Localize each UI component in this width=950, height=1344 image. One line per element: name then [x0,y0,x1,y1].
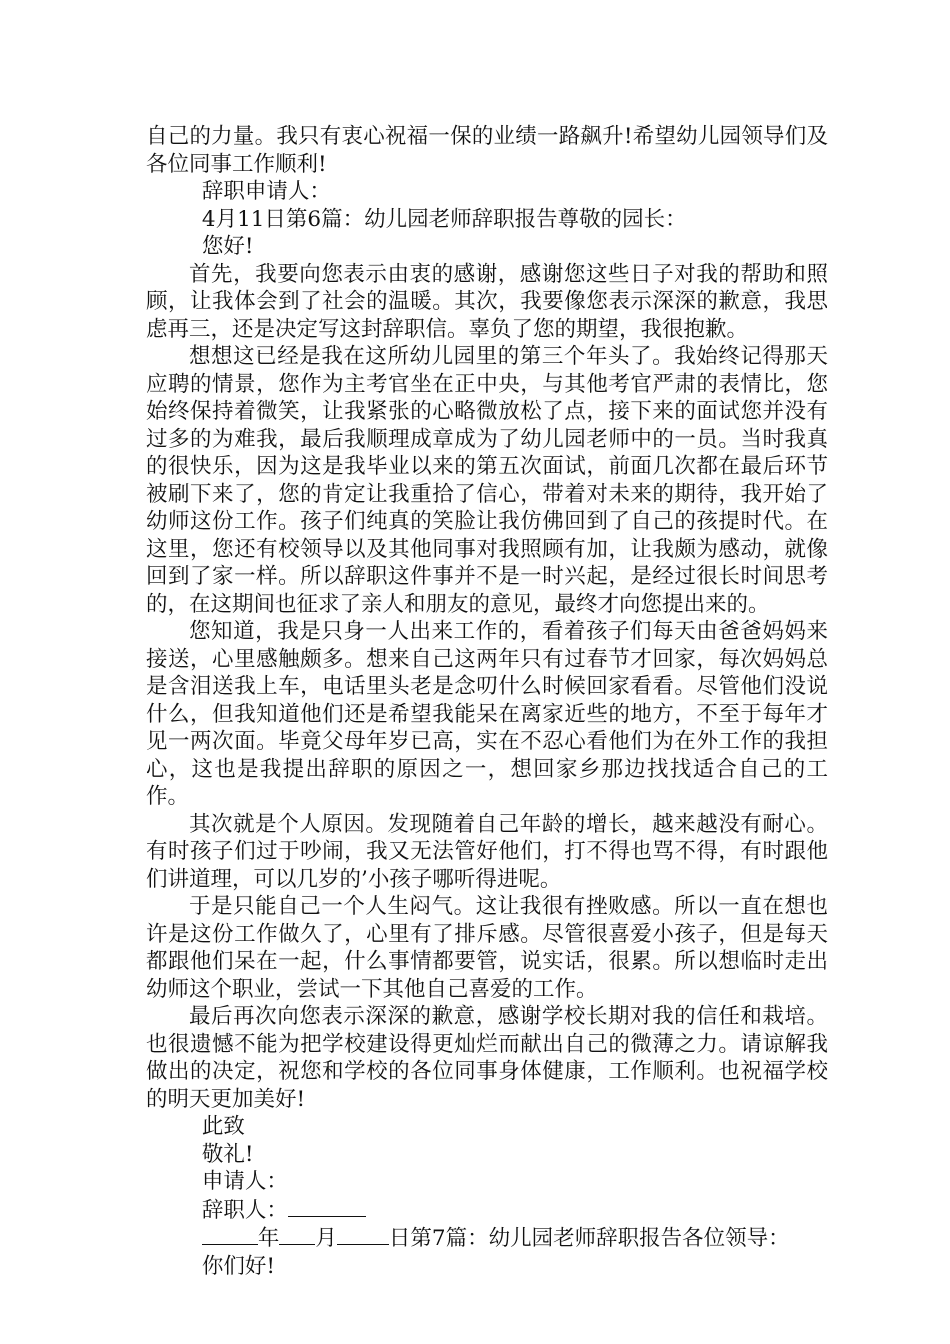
section7-heading: 日第7篇：幼儿园老师辞职报告各位领导： [388,1226,790,1251]
applicant-line: 辞职申请人： [201,179,331,204]
signature-blank [288,1196,366,1217]
paragraph-family: 您知道，我是只身一人出来工作的，看着孩子们每天由爸爸妈妈来接送，心里感触颇多。想来自己这两年只有过春节才回家，每次妈妈总是含泪送我上车，电话里头老是念叨什么时候回家看看。尽管他们没说什么，但我知道他们还是希望我能呆在离家近些的地方，不至于每年才见一两次面。毕竟父母年岁已高，实在不忍心看他们为在外工作的我担心，这也是我提出辞职的原因之一，想回家乡那边找找适合自己的工作。 [146,619,828,809]
signature-resign-label: 辞职人： [201,1197,288,1223]
section6-heading: 4月11日第6篇：幼儿园老师辞职报告尊敬的园长： [201,206,687,232]
year-blank [202,1224,258,1245]
closing: 此致 [201,1114,245,1139]
day-blank [337,1224,389,1245]
signature-applicant: 申请人： [201,1169,288,1194]
salute: 敬礼! [201,1141,254,1167]
final-greeting: 你们好! [201,1253,276,1279]
month-label: 月 [315,1226,337,1251]
paragraph-gratitude: 首先，我要向您表示由衷的感谢，感谢您这些日子对我的帮助和照顾，让我体会到了社会的温暖。其次，我要像您表示深深的歉意，我思虑再三，还是决定写这封辞职信。辜负了您的期望，我很抱歉。 [146,261,828,342]
greeting: 您好! [201,234,254,259]
date-line [146,1224,828,1253]
paragraph-personal: 其次就是个人原因。发现随着自己年龄的增长，越来越没有耐心。有时孩子们过于吵闹，我又无法管好他们，打不得也骂不得，有时跟他们讲道理，可以几岁的’小孩子哪听得进呢。 [146,811,828,892]
paragraph-memories: 想想这已经是我在这所幼儿园里的第三个年头了。我始终记得那天应聘的情景，您作为主考官坐在正中央，与其他考官严肃的表情比，您始终保持着微笑，让我紧张的心略微放松了点，接下来的面试您并没有过多的为难我，最后我顺理成章成为了幼儿园老师中的一员。当时我真的很快乐，因为这是我毕业以来的第五次面试，前面几次都在最后环节被刷下来了，您的肯定让我重拾了信心，带着对未来的期待，我开始了幼师这份工作。孩子们纯真的笑脸让我仿佛回到了自己的孩提时代。在这里，您还有校领导以及其他同事对我照顾有加，让我颇为感动，就像回到了家一样。所以辞职这件事并不是一时兴起，是经过很长时间思考的，在这期间也征求了亲人和朋友的意见，最终才向您提出来的。 [146,344,828,617]
paragraph-apology: 最后再次向您表示深深的歉意，感谢学校长期对我的信任和栽培。也很遗憾不能为把学校建设得更灿烂而献出自己的微薄之力。请谅解我做出的决定，祝您和学校的各位同事身体健康，工作顺利。也祝福学校的明天更加美好! [146,1004,828,1112]
document-page [146,123,828,1280]
month-blank [279,1224,315,1245]
signature-resign-line [146,1196,828,1225]
year-label: 年 [257,1226,280,1251]
paragraph-frustration: 于是只能自己一个人生闷气。这让我很有挫败感。所以一直在想也许是这份工作做久了，心里有了排斥感。尽管很喜爱小孩子，但是每天都跟他们呆在一起，什么事情都要管，说实话，很累。所以想临时走出幼师这个职业，尝试一下其他自己喜爱的工作。 [146,894,828,1002]
intro-continuation: 自己的力量。我只有衷心祝福一保的业绩一路飙升!希望幼儿园领导们及各位同事工作顺利! [146,124,828,177]
